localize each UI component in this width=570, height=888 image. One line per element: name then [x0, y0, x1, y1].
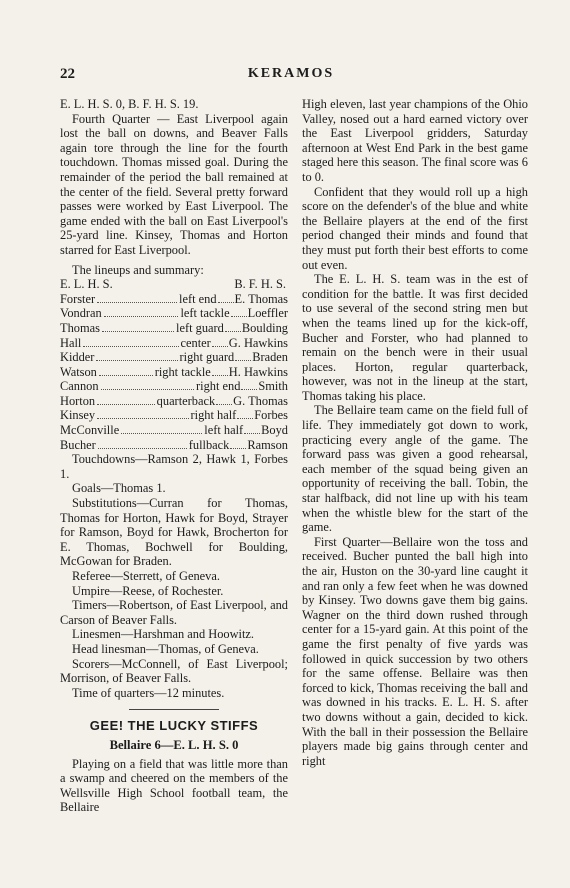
lineup-row: Horton quarterback G. Thomas — [60, 393, 288, 408]
scorers-line: Scorers—McConnell, of East Liverpool; Morrison, of Beaver Falls. — [60, 656, 288, 686]
timers-line: Timers—Robertson, of East Liverpool, and Carson of Beaver Falls. — [60, 598, 288, 627]
article-paragraph: High eleven, last year champions of the Ohio Valley, nosed out a hard earned victory over the East Liverpool gridders, Saturday afternoon at West End Park in the best game staged here this season. The final score was 6 to 0. — [302, 97, 528, 184]
linesmen-line: Linesmen—Harshman and Hoowitz. — [72, 627, 255, 642]
lineups-intro: The lineups and summary: — [72, 262, 204, 277]
head-linesman-line: Head linesman—Thomas, of Geneva. — [72, 641, 259, 656]
left-column — [60, 97, 288, 815]
lineup-row: McConville left half Boyd — [60, 423, 288, 438]
lineup-row: Watson right tackle H. Hawkins — [60, 364, 288, 379]
time-line: Time of quarters—12 minutes. — [72, 685, 225, 700]
lineup-row: Vondran left tackle Loeffler — [60, 306, 288, 321]
lineup-row: Cannon right end Smith — [60, 379, 288, 394]
lineup-row: Forster left end E. Thomas — [60, 291, 288, 306]
magazine-title: KERAMOS — [247, 66, 335, 81]
team-b-label: B. F. H. S. — [234, 277, 286, 292]
touchdowns-line: Touchdowns—Ramson 2, Hawk 1, Forbes 1. — [60, 452, 288, 481]
umpire-line: Umpire—Reese, of Rochester. — [72, 583, 224, 598]
substitutions-line: Substitutions—Curran for Thomas, Thomas for Horton, Hawk for Boyd, Strayer for Ramson, Boyd for Hawk, Brocherton for E. Thomas, Bochwell for Boulding, McGowan for Braden. — [60, 496, 288, 569]
article-headline: GEE! THE LUCKY STIFFS — [89, 718, 259, 734]
article-paragraph: Confident that they would roll up a high score on the defender's of the blue and white the Bellaire players at the end of the first period changed their minds and found that they must put forth their best efforts to come out even. — [302, 184, 528, 272]
goals-line: Goals—Thomas 1. — [72, 481, 166, 496]
lineup-row: Kidder right guard Braden — [60, 350, 288, 365]
lineup-row: Kinsey right half Forbes — [60, 408, 288, 423]
article-paragraph: First Quarter—Bellaire won the toss and received. Bucher punted the ball high into the air, Huston on the 30-yard line caught it and ran only a few feet when he was downed by Kinsey. Two downs gave them big gains. Wagner on the third down rushed through center for a 15-yard gain. At this point of the game the first penalty of five yards was followed in quick succession by two others for the same offense. Bellaire was then forced to kick, Thomas receiving the ball and was downed in his tracks. E. L. H. S. after two downs without a gain, decided to kick. With the ball in their possession the Bellaire players made big gains through center and right — [302, 534, 528, 768]
lineup-row: Bucher fullback Ramson — [60, 437, 288, 452]
page-number: 22 — [60, 66, 75, 82]
team-a-label: E. L. H. S. — [60, 277, 113, 292]
lineup-row: Hall center G. Hawkins — [60, 335, 288, 350]
fourth-quarter-paragraph: Fourth Quarter — East Liverpool again lost the ball on downs, and Beaver Falls again tore through the line for the fourth touchdown. Thomas missed goal. During the remainder of the period the ball remained at the center of the field. Several pretty forward passes were worked by East Liverpool. The game ended with the ball on East Liverpool's 25-yard line. Kinsey, Thomas and Horton starred for East Liverpool. — [60, 111, 288, 257]
article-paragraph: The Bellaire team came on the field full of life. They immediately got down to work, practicing every angle of the game. The forward pass was given a good rehearsal, each member of the squad being given an opportunity of receiving the ball. Tobin, the star halfback, did not line up with his team when the whistle blew for the start of the game. — [302, 403, 528, 535]
page-header — [60, 66, 522, 86]
section-divider — [129, 709, 219, 710]
lineup-table — [60, 292, 288, 453]
right-column — [302, 97, 528, 768]
article-subhead: Bellaire 6—E. L. H. S. 0 — [109, 737, 239, 752]
lineup-row: Thomas left guard Boulding — [60, 320, 288, 335]
article-paragraph: The E. L. H. S. team was in the est of condition for the battle. It was first decided to use several of the second string men but when the teams lined up for the kick-off, Bucher and Forster, who had planned to remain on the bench were in their usual places. Horton, regular quarterback, however, was not in the lineup at the start, Thomas taking his place. — [302, 272, 528, 403]
referee-line: Referee—Sterrett, of Geneva. — [72, 569, 220, 583]
lineup-header — [60, 277, 288, 292]
score-line: E. L. H. S. 0, B. F. H. S. 19. — [60, 97, 199, 111]
article-opening-paragraph: Playing on a field that was little more than a swamp and cheered on the members of the Wellsville High School football team, the Bellaire — [60, 756, 288, 815]
